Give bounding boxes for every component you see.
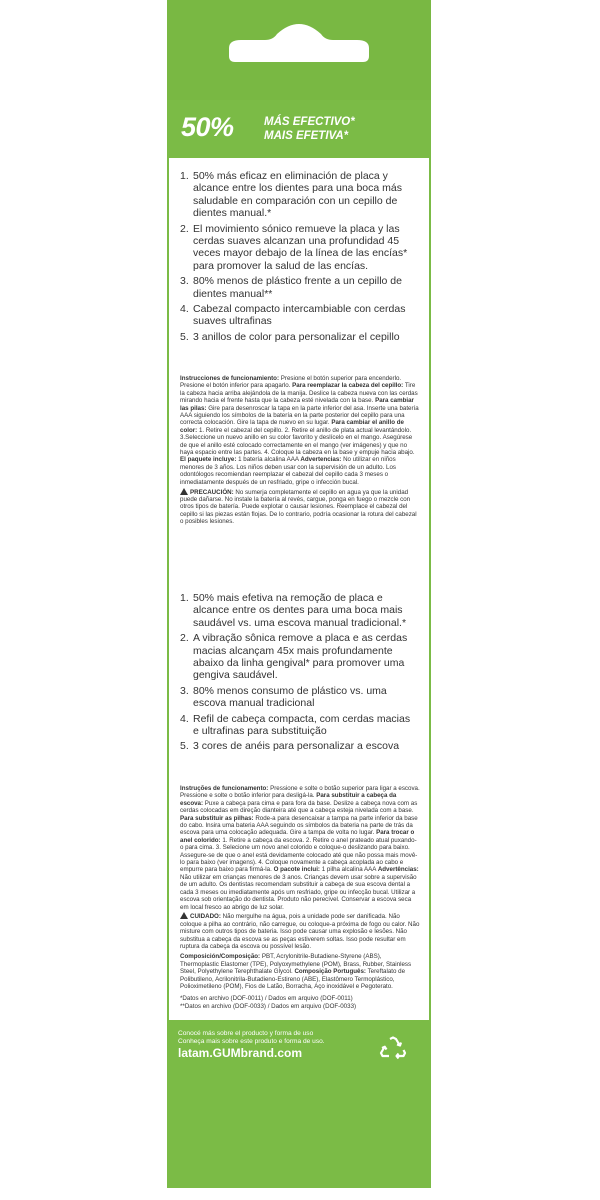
footnote: **Datos en archivo (DOF-0033) / Dados em arquivo (DOF-0033) <box>180 1002 357 1010</box>
footer <box>167 1020 431 1188</box>
banner-lines <box>264 115 355 143</box>
benefits-list-es <box>180 170 418 346</box>
instructions-es: Instrucciones de funcionamiento: Presione el botón superior para encenderlo. Presione el botón inferior para apagarlo. Para reemplazar la cabeza del cepillo: Tire la cabeza hacia arriba alejándola de la manija. Deslice la cabeza nueva con las cerdas mirando hacia el frente hasta que la cabeza esté nivelada con la base. Para cambiar las pilas: Gire para desenroscar la tapa en la parte inferior del asa. Inserte una batería AAA siguiendo los símbolos de la batería en la parte posterior del cepillo para una correcta colocación. Gire la tapa de nuevo en su lugar. Para cambiar el anillo de color: 1. Retire el cabezal del cepillo. 2. Retire el anillo de plata actual levantándolo. 3.Seleccione un nuevo anillo en su color favorito y deslícelo en el mango. Asegúrese de que el anillo esté colocado correctamente en el mango (ver imágenes) y que no haya espacio entre las partes. 4. Coloque la cabeza en la base y empuje hacia abajo. El paquete incluye: 1 batería alcalina AAA Advertencias: No utilizar en niños menores de 3 años. Los niños deben usar con la supervisión de un adulto. Los odontólogos recomiendan reemplazar el cabezal del cepillo cada 3 meses o inmediatamente después de un resfriado, gripe o infección bucal. PRECAUCIÓN: No sumerja completamente el cepillo en agua ya que la unidad puede dañarse. No instale la batería al revés, cargue, ponga en fuego o mezcle con otros tipos de batería. Puede explotar o causar lesiones. Reemplace el cabezal del cepillo si las piezas están flojas. De lo contrario, podría ocasionar la rotura del cabezal o posibles lesiones. <box>180 375 419 526</box>
footnote: *Datos en archivo (DOF-0011) / Dados em arquivo (DOF-0011) <box>180 995 353 1003</box>
caution-pt: CUIDADO: Não mergulhe na água, pois a unidade pode ser danificada. Não coloque a pilha ao contrário, não carregue, ou coloque-a próxima de fogo ou calor. Não misture com outros tipos de bateria. Isso pode causar uma explosão e lesões. Não substitua a cabeça da escova se as peças estiverem soltas. Isso pode resultar em ruptura da cabeça da escova ou possível lesão. <box>180 913 420 951</box>
instructions-pt: Instruções de funcionamento: Pressione e solte o botão superior para ligar a escova. Pressione e solte o botão inferior para desligá-la. Para substituir a cabeça da escova: Puxe a cabeça para cima e para fora da base. Deslize a cabeça nova com as cerdas colocadas em direção dianteira até que a cabeça esteja nivelada com a base. Para substituir as pilhas: Rode-a para desencaixar a tampa na parte inferior da base do cabo. Insira uma bateria AAA seguindo os símbolos da bateria na parte de trás da escova para uma colocação adequada. Gire a tampa de volta no lugar. Para trocar o anel colorido: 1. Retire a cabeça da escova. 2. Retire o anel prateado atual puxando-o para cima. 3. Selecione um novo anel colorido e coloque-o deslizando para baixo. Assegure-se de que o anel está devidamente colocado até que não possa mais movê-lo para baixo (ver imagens). 4. Coloque novamente a cabeça acoplada ao cabo e empurre para baixo para firmá-la. O pacote inclui: 1 pilha alcalina AAA Advertências: Não utilizar em crianças menores de 3 anos. Crianças devem usar sobre a supervisão de um adulto. Os dentistas recomendam substituir a cabeça de sua escova dental a cada 3 meses ou imediatamente após um resfriado, gripe ou infecção bucal. Utilizar a escova sob orientação do dentista. Produto não perecível. Conservar a escova seca em local fresco ao abrigo de luz solar. CUIDADO: Não mergulhe na água, pois a unidade pode ser danificada. Não coloque a pilha ao contrário, não carregue, ou coloque-a próxima de fogo ou calor. Não misture com outros tipos de bateria. Isso pode causar uma explosão e lesões. Não substitua a cabeça da escova se as peças estiverem soltas. Isso pode resultar em ruptura da cabeça da escova ou possível lesão. Composición/Composição: PBT, Acrylonitrile-Butadiene-Styrene (ABS), Thermoplastic Elastomer (TPE), Polyoxymethylene (POM), Brass, Rubber, Stainless Steel, Polyethylene Terephthalate Glycol. Composição Português: Tereftalato de Polibutileno, Acrilonitrila-Butadieno-Estireno (ABE), Elastômero Termoplástico, Polioximetileno (POM), Fios de Latão, Borracha, Aço inoxidável e Pegoterato. *Datos en archivo (DOF-0011) / Dados em arquivo (DOF-0011) **Datos en archivo (DOF-0033) / Dados em arquivo (DOF-0033) <box>180 785 420 1010</box>
website-link[interactable]: latam.GUMbrand.com <box>178 1046 303 1060</box>
list-item: 2. A vibração sônica remove a placa e as cerdas macias alcançam 45x mais profundamente abaixo da linha gengival* para promover uma gengiva saudável. <box>180 632 408 682</box>
list-item: 4. Refil de cabeça compacta, com cerdas macias e ultrafinas para substituição <box>180 712 411 738</box>
package-back-panel <box>167 0 431 1188</box>
list-item: 4. Cabezal compacto intercambiable con cerdas suaves ultrafinas <box>180 303 406 328</box>
warning-icon <box>180 912 188 919</box>
recycle-icon <box>379 1036 407 1062</box>
benefits-list-pt <box>180 592 418 756</box>
hanger-hole-icon <box>167 0 431 100</box>
banner-line-pt: MAIS EFETIVA* <box>264 130 349 142</box>
list-item: 3. 80% menos de plástico frente a un cepillo de dientes manual** <box>180 275 402 300</box>
list-item: 2. El movimiento sónico remueve la placa y las cerdas suaves alcanzan una profundidad 45 veces mayor debajo de la línea de las encías* para promover la salud de las encías. <box>180 222 408 272</box>
list-item: 5. 3 anillos de color para personalizar el cepillo <box>180 330 400 343</box>
footnotes <box>180 995 420 1010</box>
content-area <box>167 158 431 1020</box>
footer-text <box>178 1030 325 1045</box>
footer-line-es: Conocé más sobre el producto y forma de uso <box>178 1030 314 1037</box>
list-item: 1. 50% más eficaz en eliminación de placa y alcance entre los dientes para una boca más saludable en comparación con un cepillo de dientes manual.* <box>180 170 402 220</box>
warning-icon <box>180 488 188 495</box>
composition: Composición/Composição: PBT, Acrylonitrile-Butadiene-Styrene (ABS), Thermoplastic Elastomer (TPE), Polyoxymethylene (POM), Brass, Rubber, Stainless Steel, Polyethylene Terephthalate Glycol. Composição Português: Tereftalato de Polibutileno, Acrilonitrila-Butadieno-Estireno (ABE), Elastômero Termoplástico, Polioximetileno (POM), Fios de Latão, Borracha, Aço inoxidável e Pegoterato. <box>180 953 412 991</box>
footer-line-pt: Conheça mais sobre este produto e forma de uso. <box>178 1037 325 1045</box>
list-item: 3. 80% menos consumo de plástico vs. uma escova manual tradicional <box>180 684 387 710</box>
banner-line-es: MÁS EFECTIVO* <box>264 116 355 128</box>
effectiveness-banner <box>167 100 431 158</box>
list-item: 5. 3 cores de anéis para personalizar a escova <box>180 740 400 753</box>
hanger-tab <box>167 0 431 100</box>
caution-es: PRECAUCIÓN: No sumerja completamente el cepillo en agua ya que la unidad puede dañarse. No instale la batería al revés, cargue, ponga en fuego o mezcle con otros tipos de batería. Puede explotar o causar lesiones. Reemplace el cabezal del cepillo si las piezas están flojas. De lo contrario, podría ocasionar la rotura del cabezal o posibles lesiones. <box>180 488 417 526</box>
banner-percent: 50% <box>181 112 234 142</box>
list-item: 1. 50% mais efetiva na remoção de placa e alcance entre os dentes para uma boca mais saudável vs. uma escova manual tradicional.* <box>180 592 407 629</box>
